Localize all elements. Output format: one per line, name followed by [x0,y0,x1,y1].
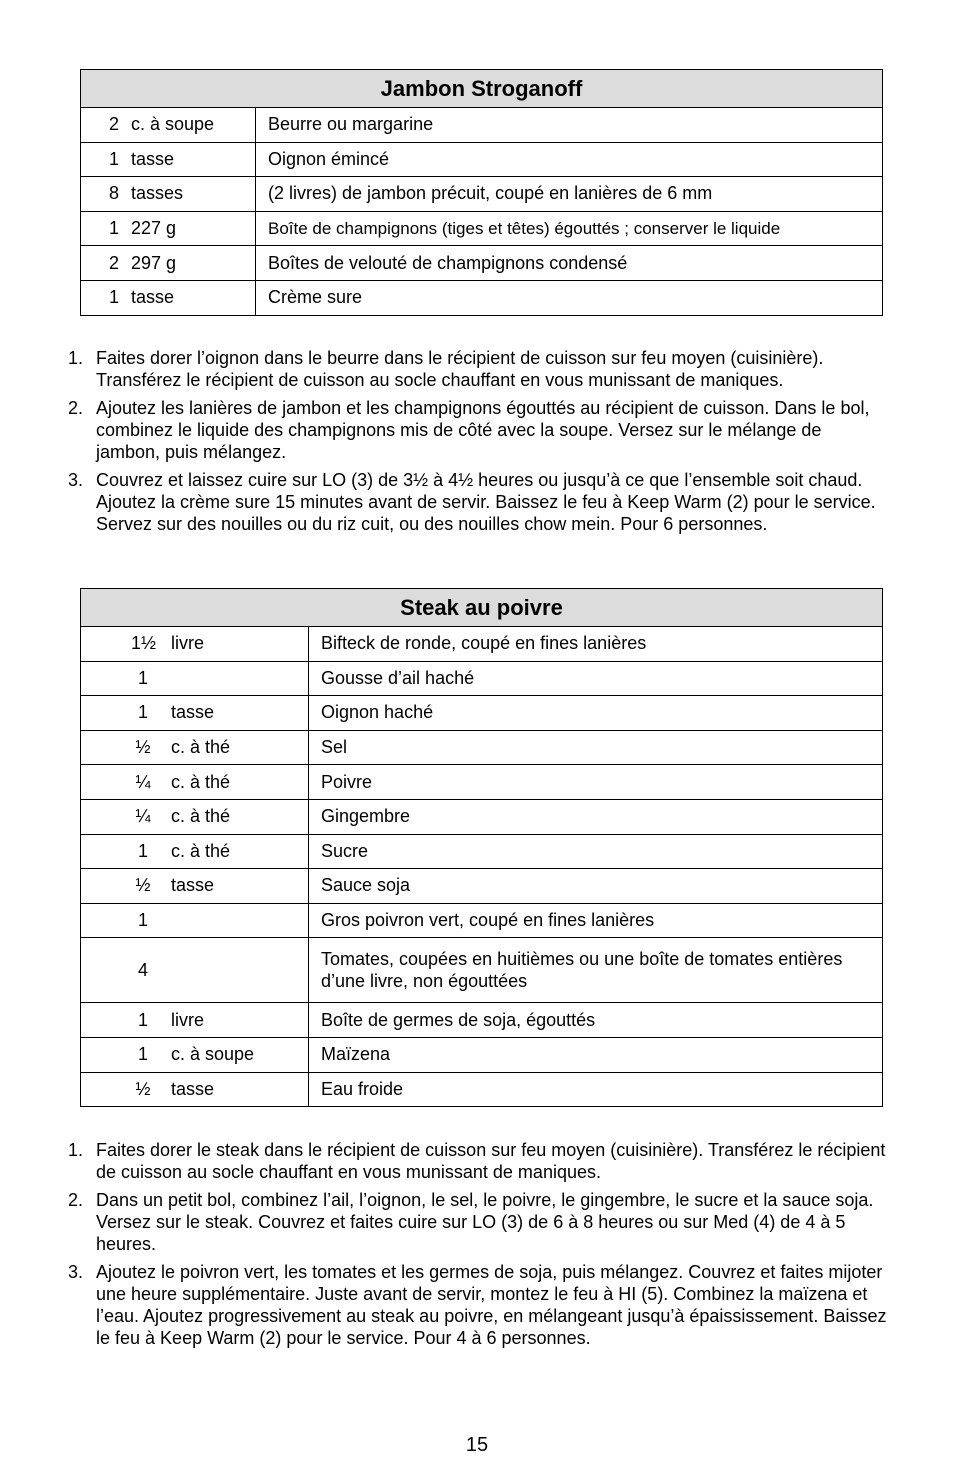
ingredient-qty: ½ [135,875,151,896]
ingredient-unit: tasse [171,702,215,723]
step-item [62,1189,890,1255]
ingredient-amount [81,661,309,696]
ingredient-unit: tasse [131,287,175,308]
ingredient-amount [81,627,309,662]
ingredient-row [81,1037,883,1072]
step-number: 3. [68,1262,84,1282]
ingredient-amount [81,142,256,177]
ingredient-row [81,177,883,212]
step-item [62,347,890,391]
step-text: Faites dorer l’oignon dans le beurre dans le récipient de cuisson sur feu moyen (cuisinière). Transférez le récipient de cuisson au socle chauffant en vous munissant de maniques. [96,348,824,390]
ingredient-amount [81,1072,309,1107]
ingredient-amount [81,799,309,834]
ingredient-item: Sucre [309,834,883,869]
ingredient-unit: 227 g [131,218,177,239]
ingredient-amount [81,903,309,938]
ingredient-item: Eau froide [309,1072,883,1107]
recipe-steps-steak-au-poivre [62,1139,890,1355]
ingredient-qty: 1 [137,910,148,931]
page-number: 15 [465,1434,489,1456]
ingredient-row [81,903,883,938]
ingredient-qty: 2 [108,114,119,135]
recipe-table-jambon-stroganoff [80,69,883,316]
ingredient-unit: c. à soupe [131,114,215,135]
step-number: 1. [68,1140,84,1160]
ingredient-item: Oignon haché [309,696,883,731]
ingredient-amount [81,177,256,212]
ingredient-amount [81,869,309,904]
ingredient-item: Crème sure [256,280,883,315]
ingredient-unit: tasses [131,183,184,204]
ingredient-unit: c. à thé [171,806,231,827]
step-text: Ajoutez le poivron vert, les tomates et les germes de soja, puis mélangez. Couvrez et faites mijoter une heure supplémentaire. Juste avant de servir, montez le feu à HI (5). Combinez la maïzena et l’eau. Ajoutez progressivement au steak au poivre, en mélangeant jusqu’à épaississement. Baissez le feu à Keep Warm (2) pour le service. Pour 4 à 6 personnes. [96,1262,887,1348]
ingredient-unit: c. à thé [171,737,231,758]
ingredient-qty: ¼ [135,806,151,827]
step-item [62,469,890,535]
ingredient-item: Beurre ou margarine [256,108,883,143]
ingredient-item: Poivre [309,765,883,800]
ingredient-amount [81,280,256,315]
ingredient-item: (2 livres) de jambon précuit, coupé en lanières de 6 mm [256,177,883,212]
ingredient-qty: 1 [108,148,119,169]
step-text: Faites dorer le steak dans le récipient de cuisson sur feu moyen (cuisinière). Transférez le récipient de cuisson au socle chauffant en vous munissant de maniques. [96,1140,886,1182]
step-number: 2. [68,1190,84,1210]
ingredient-amount [81,696,309,731]
ingredient-qty: 1 [137,1044,148,1065]
ingredient-row [81,627,883,662]
ingredient-row [81,869,883,904]
ingredient-qty: 1½ [131,633,157,654]
ingredient-item: Boîtes de velouté de champignons condensé [256,246,883,281]
recipe-steps-jambon-stroganoff [62,347,890,541]
ingredient-row [81,730,883,765]
ingredient-row [81,1072,883,1107]
ingredient-unit: c. à thé [171,840,231,861]
step-text: Dans un petit bol, combinez l’ail, l’oignon, le sel, le poivre, le gingembre, le sucre et la sauce soja. Versez sur le steak. Couvrez et faites cuire sur LO (3) de 6 à 8 heures ou sur Med (4) de 4 à 5 heures. [96,1190,874,1254]
recipe-title-row [81,589,883,627]
ingredient-row [81,1003,883,1038]
ingredient-amount [81,211,256,246]
ingredient-row [81,799,883,834]
ingredient-qty: 1 [137,702,148,723]
step-text: Couvrez et laissez cuire sur LO (3) de 3½ à 4½ heures ou jusqu’à ce que l’ensemble soit chaud. Ajoutez la crème sure 15 minutes avant de servir. Baissez le feu à Keep Warm (2) pour le service. Servez sur des nouilles ou du riz cuit, ou des nouilles chow mein. Pour 6 personnes. [96,470,876,534]
ingredient-unit: c. à thé [171,771,231,792]
step-number: 2. [68,398,84,418]
step-item [62,1139,890,1183]
ingredient-qty: 1 [137,667,148,688]
ingredient-row [81,765,883,800]
ingredient-qty: 1 [108,287,119,308]
recipe-table-steak-au-poivre [80,588,883,1107]
ingredient-unit: livre [171,633,205,654]
ingredient-item: Gros poivron vert, coupé en fines lanières [309,903,883,938]
ingredient-qty: 1 [137,1009,148,1030]
ingredient-item: Sauce soja [309,869,883,904]
ingredient-row [81,938,883,1003]
ingredient-amount [81,108,256,143]
ingredient-item: Boîte de germes de soja, égouttés [309,1003,883,1038]
recipe-title: Jambon Stroganoff [81,70,883,108]
ingredient-row [81,246,883,281]
ingredient-unit: c. à soupe [171,1044,255,1065]
ingredient-row [81,661,883,696]
ingredient-unit: tasse [131,148,175,169]
ingredient-row [81,142,883,177]
ingredient-qty: 8 [108,183,119,204]
ingredient-qty: 2 [108,252,119,273]
ingredient-qty: ¼ [135,771,151,792]
ingredient-amount [81,765,309,800]
step-number: 3. [68,470,84,490]
step-number: 1. [68,348,84,368]
ingredient-amount [81,246,256,281]
ingredient-unit: tasse [171,875,215,896]
ingredient-row [81,834,883,869]
ingredient-amount [81,730,309,765]
ingredient-item: Tomates, coupées en huitièmes ou une boîte de tomates entières d’une livre, non égouttées [309,938,883,1003]
ingredient-item: Boîte de champignons (tiges et têtes) égouttés ; conserver le liquide [256,211,883,246]
recipe-title: Steak au poivre [81,589,883,627]
ingredient-item: Maïzena [309,1037,883,1072]
ingredient-row [81,696,883,731]
ingredient-amount [81,1003,309,1038]
step-text: Ajoutez les lanières de jambon et les champignons égouttés au récipient de cuisson. Dans le bol, combinez le liquide des champignons mis de côté avec la soupe. Versez sur le mélange de jambon, puis mélangez. [96,398,870,462]
ingredient-item: Bifteck de ronde, coupé en fines lanières [309,627,883,662]
ingredient-unit: 297 g [131,252,177,273]
ingredient-unit: livre [171,1009,205,1030]
ingredient-item: Oignon émincé [256,142,883,177]
recipe-title-row [81,70,883,108]
ingredient-item: Gousse d’ail haché [309,661,883,696]
step-item [62,397,890,463]
step-item [62,1261,890,1349]
ingredient-row [81,108,883,143]
ingredient-item: Gingembre [309,799,883,834]
ingredient-row [81,280,883,315]
ingredient-amount [81,834,309,869]
ingredient-item: Sel [309,730,883,765]
ingredient-unit: tasse [171,1078,215,1099]
ingredient-qty: 1 [108,218,119,239]
ingredient-row [81,211,883,246]
ingredient-amount [81,938,309,1003]
ingredient-amount [81,1037,309,1072]
ingredient-qty: ½ [135,1078,151,1099]
ingredient-qty: 4 [137,960,148,981]
ingredient-qty: 1 [137,840,148,861]
ingredient-qty: ½ [135,737,151,758]
